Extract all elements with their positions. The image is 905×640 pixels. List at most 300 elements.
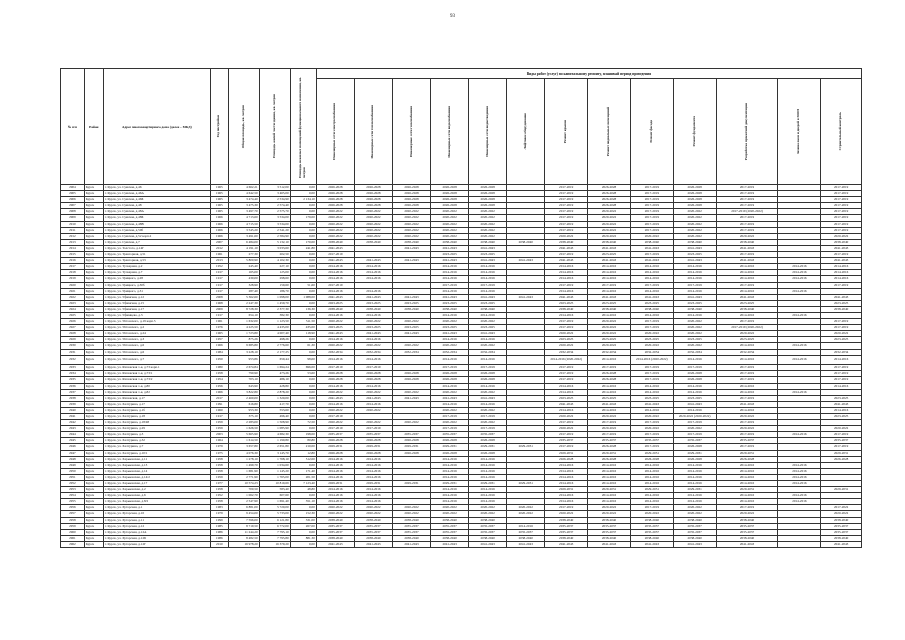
cell-w11: 2038-2040 bbox=[716, 306, 778, 312]
cell-liv: 10 819,69 bbox=[259, 481, 290, 487]
cell-year: 1980 bbox=[210, 365, 228, 371]
cell-w7: 2020-2022 bbox=[545, 511, 588, 517]
cell-w12: 2014-2016 bbox=[778, 288, 821, 294]
cell-area: 8 728,30 bbox=[228, 306, 259, 312]
cell-w2: 2023-2025 bbox=[354, 300, 392, 306]
cell-w5: 2017-2019 bbox=[469, 413, 507, 419]
cell-nonres: 0,00 bbox=[290, 270, 316, 276]
cell-dist: Курск bbox=[84, 233, 103, 239]
cell-addr: г. Курск, ул. Уптонского, д.19 корп.5 bbox=[103, 319, 210, 325]
cell-nonres: 0,00 bbox=[290, 395, 316, 401]
cell-w10: 2014-2016 bbox=[673, 481, 716, 487]
cell-w4: 2014-2016 bbox=[431, 487, 469, 493]
cell-w4: 2038-2040 bbox=[431, 517, 469, 523]
cell-addr: г. Курск, ул. Сумская, д.7 bbox=[103, 239, 210, 245]
cell-w2: 2029-2031 bbox=[354, 444, 392, 450]
cell-w4: 2014-2016 bbox=[431, 499, 469, 505]
cell-dist: Курск bbox=[84, 523, 103, 529]
cell-w12: 2014-2016 bbox=[778, 499, 821, 505]
cell-dist: Курск bbox=[84, 517, 103, 523]
cell-w7: 2017-2019 bbox=[545, 371, 588, 377]
cell-w2: 2026-2028 bbox=[354, 377, 392, 383]
cell-w4: 2026-2028 bbox=[431, 191, 469, 197]
cell-w5: 2014-2016 bbox=[469, 312, 507, 318]
cell-w9: 2038-2040 bbox=[630, 239, 673, 245]
cell-w1: 2020-2022 bbox=[316, 343, 354, 349]
cell-addr: г. Курск, ул. Уптонского, д.7 bbox=[103, 355, 210, 365]
cell-dist: Курск bbox=[84, 288, 103, 294]
cell-w4: 2014-2016 bbox=[431, 468, 469, 474]
cell-w2: 2020-2022 bbox=[354, 319, 392, 325]
cell-w3: 2026-2028 bbox=[392, 185, 430, 191]
cell-w8: 2041-2043 bbox=[588, 258, 631, 264]
cell-w5: 2029-2031 bbox=[469, 444, 507, 450]
cell-w1: 2026-2028 bbox=[316, 377, 354, 383]
cell-w1: 2020-2022 bbox=[316, 389, 354, 395]
cell-w5: 2017-2019 bbox=[469, 426, 507, 432]
cell-w5: 2020-2022 bbox=[469, 221, 507, 227]
cell-w10: 2026-2028 bbox=[673, 377, 716, 383]
cell-w7: 2038-2040 bbox=[545, 306, 588, 312]
cell-w3: 2038-2040 bbox=[392, 517, 430, 523]
cell-n: 2919 bbox=[61, 276, 85, 282]
cell-area: 1 062,70 bbox=[228, 493, 259, 499]
cell-nonres: 118,90 bbox=[290, 331, 316, 337]
cell-area: 4 715,50 bbox=[228, 221, 259, 227]
cell-nonres: 80,80 bbox=[290, 438, 316, 444]
cell-w9: 2035-2037 bbox=[630, 523, 673, 529]
page-number: 93 bbox=[450, 14, 455, 19]
cell-year: 1984 bbox=[210, 349, 228, 355]
cell-addr: г. Курск, ул. Харьковская, д.14/2 bbox=[103, 474, 210, 480]
cell-w10: 2020-2022 bbox=[673, 319, 716, 325]
cell-w3: 2041-2043 bbox=[392, 395, 430, 401]
cell-addr: г. Курск, ул. Халтурина, д.1б bbox=[103, 407, 210, 413]
cell-w7: 2017-2019 bbox=[545, 227, 588, 233]
cell-nonres: 0,00 bbox=[290, 185, 316, 191]
cell-year: 2003 bbox=[210, 432, 228, 438]
cell-w5: 2020-2022 bbox=[469, 407, 507, 413]
cell-w8: 2026-2028 bbox=[588, 456, 631, 462]
cell-w11: 2014-2016 bbox=[716, 383, 778, 389]
cell-liv: 5 733,00 bbox=[259, 511, 290, 517]
cell-liv: 1 123,50 bbox=[259, 319, 290, 325]
cell-w1: 2026-2028 bbox=[316, 203, 354, 209]
cell-w7: 2020-2022 bbox=[545, 413, 588, 419]
cell-dist: Курск bbox=[84, 306, 103, 312]
cell-w13: 2032-2034 bbox=[821, 349, 862, 355]
cell-w1: 2026-2028 bbox=[316, 371, 354, 377]
cell-nonres: 331,00 bbox=[290, 517, 316, 523]
cell-w7: 2017-2019 bbox=[545, 505, 588, 511]
cell-addr: г. Курск, ул. Урицкого, д.30б bbox=[103, 282, 210, 288]
cell-w9: 2014-2016 bbox=[630, 288, 673, 294]
cell-w7: 2035-2037 bbox=[545, 529, 588, 535]
cell-area: 245,40 bbox=[228, 264, 259, 270]
cell-w11: 2014-2016 bbox=[716, 343, 778, 349]
cell-n: 2923 bbox=[61, 300, 85, 306]
cell-w4: 2020-2022 bbox=[431, 221, 469, 227]
cell-w13: 2017-2019 bbox=[821, 185, 862, 191]
cell-w4: 2014-2016 bbox=[431, 383, 469, 389]
cell-w7: 2017-2019 bbox=[545, 377, 588, 383]
cell-w6: 2038-2040 bbox=[507, 239, 545, 245]
cell-w13: 2029-2031 bbox=[821, 487, 862, 493]
column-header-text: Ремонт подвальных помещений bbox=[606, 106, 611, 157]
cell-dist: Курск bbox=[84, 197, 103, 203]
cell-w3: 2020-2022 bbox=[392, 221, 430, 227]
cell-year: 1965 bbox=[210, 185, 228, 191]
cell-w2: 2026-2028 bbox=[354, 191, 392, 197]
cell-w8: 2041-2043 bbox=[588, 294, 631, 300]
cell-w13: 2038-2040 bbox=[821, 517, 862, 523]
cell-w11: 2017-2019 bbox=[716, 185, 778, 191]
cell-w3: 2020-2022 bbox=[392, 215, 430, 221]
cell-n: 2954 bbox=[61, 493, 85, 499]
cell-liv: 2 177,25 bbox=[259, 349, 290, 355]
cell-nonres: 881,30 bbox=[290, 535, 316, 541]
cell-w10: 2026-2028 bbox=[673, 203, 716, 209]
cell-w7: 2014-2016 bbox=[545, 389, 588, 395]
cell-w13: 2017-2019 bbox=[821, 209, 862, 215]
cell-year: 1991 bbox=[210, 401, 228, 407]
cell-w5: 2020-2022 bbox=[469, 233, 507, 239]
cell-w9: 2017-2019 bbox=[630, 420, 673, 426]
cell-w5: 2038-2040 bbox=[469, 517, 507, 523]
cell-w7: 2041-2043 bbox=[545, 541, 588, 547]
cell-w5: 2020-2022 bbox=[469, 511, 507, 517]
cell-addr: г. Курск, ул. Уфимская, д.17 bbox=[103, 306, 210, 312]
cell-w5: 2041-2043 bbox=[469, 395, 507, 401]
cell-w8: 2014-2016 bbox=[588, 270, 631, 276]
cell-w7: 2041-2043 bbox=[545, 401, 588, 407]
cell-w1: 2020-2022 bbox=[316, 511, 354, 517]
cell-w11: 2017-2019 bbox=[716, 221, 778, 227]
cell-area: 654,10 bbox=[228, 312, 259, 318]
cell-w9: 2017-2019 bbox=[630, 371, 673, 377]
cell-w5: 2014-2016 bbox=[469, 499, 507, 505]
cell-w11: 2017-2019 bbox=[716, 319, 778, 325]
cell-w11: 2014-2016 bbox=[716, 276, 778, 282]
cell-w1: 2026-2028 bbox=[316, 438, 354, 444]
cell-w7: 2029-2031 bbox=[545, 487, 588, 493]
cell-w9: 2017-2019 bbox=[630, 325, 673, 331]
cell-nonres: 0,00 bbox=[290, 407, 316, 413]
cell-w10: 2020-2022 bbox=[673, 325, 716, 331]
cell-w5: 2023-2025 bbox=[469, 252, 507, 258]
cell-w1: 2014-2016 bbox=[316, 383, 354, 389]
cell-w8: 2023-2025 bbox=[588, 300, 631, 306]
cell-n: 2933 bbox=[61, 365, 85, 371]
cell-dist: Курск bbox=[84, 395, 103, 401]
cell-liv: 7 795,10 bbox=[259, 529, 290, 535]
cell-n: 2957 bbox=[61, 511, 85, 517]
cell-w3: 2029-2031 bbox=[392, 444, 430, 450]
cell-w4: 2038-2040 bbox=[431, 239, 469, 245]
cell-w5: 2014-2016 bbox=[469, 276, 507, 282]
cell-w5: 2020-2022 bbox=[469, 389, 507, 395]
cell-area: 2 283,00 bbox=[228, 420, 259, 426]
column-header-w1 bbox=[316, 79, 354, 185]
cell-w2: 2014-2016 bbox=[354, 270, 392, 276]
cell-w1: 2026-2028 bbox=[316, 450, 354, 456]
cell-w5: 2026-2028 bbox=[469, 191, 507, 197]
cell-w7: 2038-2040 bbox=[545, 517, 588, 523]
table-header bbox=[61, 69, 862, 185]
cell-w10: 2020-2022 bbox=[673, 227, 716, 233]
cell-w12: 2014-2016 bbox=[778, 474, 821, 480]
cell-liv: 1 691,40 bbox=[259, 499, 290, 505]
cell-w3: 2026-2028 bbox=[392, 191, 430, 197]
cell-w11: 2029-2031 bbox=[716, 450, 778, 456]
cell-year: 1958 bbox=[210, 371, 228, 377]
cell-w5: 2026-2028 bbox=[469, 197, 507, 203]
cell-w9: 2035-2037 bbox=[630, 529, 673, 535]
cell-w11: 2014-2016 bbox=[716, 264, 778, 270]
cell-liv: 4 102,30 bbox=[259, 258, 290, 264]
cell-n: 2932 bbox=[61, 355, 85, 365]
cell-w10: 2038-2040 bbox=[673, 239, 716, 245]
cell-addr: г. Курск, ул. Халтурина, д.10/1 bbox=[103, 450, 210, 456]
cell-w8: 2014-2016 bbox=[588, 288, 631, 294]
cell-area: 1 632,00 bbox=[228, 319, 259, 325]
cell-w3: 2041-2043 bbox=[392, 294, 430, 300]
cell-dist: Курск bbox=[84, 493, 103, 499]
cell-area: 3 545,20 bbox=[228, 227, 259, 233]
cell-addr: г. Курск, ул. Сумская, д.48В bbox=[103, 221, 210, 227]
cell-w7: 2038-2040 bbox=[545, 239, 588, 245]
cell-nonres: 98,00 bbox=[290, 355, 316, 365]
cell-addr: г. Курск, ул. Сумская, д.46Б bbox=[103, 197, 210, 203]
cell-year: 1968 bbox=[210, 300, 228, 306]
cell-nonres: 0,00 bbox=[290, 413, 316, 419]
cell-area: 6 484,00 bbox=[228, 239, 259, 245]
cell-w10: 2014-2016 bbox=[673, 474, 716, 480]
cell-w9: 2017-2019 bbox=[630, 221, 673, 227]
cell-dist: Курск bbox=[84, 227, 103, 233]
cell-liv: 496,40 bbox=[259, 413, 290, 419]
cell-w13: 2041-2043 bbox=[821, 541, 862, 547]
cell-year: 1965 bbox=[210, 209, 228, 215]
cell-addr: г. Курск, ул. Тускарная, д.7 bbox=[103, 270, 210, 276]
cell-addr: г. Курск, ул. Сумская, д.46А bbox=[103, 191, 210, 197]
cell-dist: Курск bbox=[84, 209, 103, 215]
cell-w5: 2020-2022 bbox=[469, 343, 507, 349]
cell-w2: 2014-2016 bbox=[354, 487, 392, 493]
cell-w10: 2020-2022 bbox=[673, 505, 716, 511]
cell-addr: г. Курск, ул. Сумская, д.52 корп.2 bbox=[103, 233, 210, 239]
cell-w2: 2026-2028 bbox=[354, 203, 392, 209]
cell-area: 375,10 bbox=[228, 413, 259, 419]
cell-w9: 2023-2025 bbox=[630, 337, 673, 343]
cell-year: 1958 bbox=[210, 487, 228, 493]
cell-w8: 2026-2028 bbox=[588, 371, 631, 377]
cell-year: 1958 bbox=[210, 456, 228, 462]
cell-w9: 2020-2022 bbox=[630, 233, 673, 239]
cell-w7: 2017-2019 bbox=[545, 215, 588, 221]
cell-nonres: 0,00 bbox=[290, 383, 316, 389]
cell-w5: 2026-2028 bbox=[469, 371, 507, 377]
cell-area: 790,90 bbox=[228, 371, 259, 377]
cell-w4: 2020-2022 bbox=[431, 343, 469, 349]
cell-dist: Курск bbox=[84, 355, 103, 365]
cell-w4: 2026-2028 bbox=[431, 450, 469, 456]
cell-w4: 2023-2025 bbox=[431, 252, 469, 258]
cell-n: 2936 bbox=[61, 383, 85, 389]
cell-w7: 2014-2016 bbox=[545, 312, 588, 318]
cell-w8: 2014-2016 bbox=[588, 407, 631, 413]
cell-w1: 2038-2040 bbox=[316, 517, 354, 523]
cell-w8: 2020-2022 bbox=[588, 505, 631, 511]
cell-w1: 2020-2022 bbox=[316, 227, 354, 233]
cell-dist: Курск bbox=[84, 450, 103, 456]
cell-w9: 2017-2019 bbox=[630, 252, 673, 258]
cell-nonres: 210,00 bbox=[290, 444, 316, 450]
cell-w11: 2014-2016 bbox=[716, 288, 778, 294]
cell-w7: 2032-2034 bbox=[545, 349, 588, 355]
cell-area: 287,40 bbox=[228, 288, 259, 294]
cell-w9: 2041-2043 bbox=[630, 258, 673, 264]
cell-addr: г. Курск, ул. Халтурина, д.7 bbox=[103, 444, 210, 450]
cell-addr: г. Курск, ул. Сумская, д.50б bbox=[103, 227, 210, 233]
cell-w5: 2026-2028 bbox=[469, 185, 507, 191]
cell-w1: 2014-2016 bbox=[316, 355, 354, 365]
cell-w1: 2014-2016 bbox=[316, 493, 354, 499]
cell-w2: 2041-2043 bbox=[354, 541, 392, 547]
cell-area: 9 454,00 bbox=[228, 511, 259, 517]
cell-w2: 2041-2043 bbox=[354, 258, 392, 264]
cell-liv: 3 145,70 bbox=[259, 450, 290, 456]
cell-w5: 2029-2031 bbox=[469, 481, 507, 487]
cell-w4: 2035-2037 bbox=[431, 432, 469, 438]
cell-w11: 2017-2019 bbox=[716, 505, 778, 511]
cell-w5: 2023-2025 bbox=[469, 325, 507, 331]
cell-area: 3 474,40 bbox=[228, 197, 259, 203]
column-header-text: Ремонт крыши bbox=[563, 119, 568, 144]
cell-liv: 4 007,40 bbox=[259, 331, 290, 337]
cell-w10: 2020-2022 bbox=[673, 233, 716, 239]
cell-w11: 2038-2040 bbox=[716, 239, 778, 245]
cell-year: 1956 bbox=[210, 383, 228, 389]
cell-dist: Курск bbox=[84, 499, 103, 505]
cell-addr: г. Курск, ул. Фатежская 1-я, д.80 bbox=[103, 383, 210, 389]
cell-w2: 2035-2037 bbox=[354, 529, 392, 535]
cell-w11: 2038-2040 bbox=[716, 535, 778, 541]
cell-dist: Курск bbox=[84, 505, 103, 511]
cell-n: 2928 bbox=[61, 331, 85, 337]
cell-w8: 2014-2016 bbox=[588, 493, 631, 499]
cell-area: 4 713,60 bbox=[228, 215, 259, 221]
cell-w2: 2041-2043 bbox=[354, 331, 392, 337]
cell-year: 1965 bbox=[210, 191, 228, 197]
cell-nonres: 0,00 bbox=[290, 300, 316, 306]
cell-addr: г. Курск, ул. Хуторская, д.12Б bbox=[103, 535, 210, 541]
cell-liv: 1 768,10 bbox=[259, 456, 290, 462]
cell-nonres: 136,30 bbox=[290, 306, 316, 312]
cell-addr: г. Курск, ул. Хуторская, д.11 bbox=[103, 517, 210, 523]
cell-w4: 2041-2043 bbox=[431, 245, 469, 251]
cell-n: 2909 bbox=[61, 215, 85, 221]
cell-w9: 2014-2016 bbox=[630, 383, 673, 389]
cell-liv: 298,60 bbox=[259, 276, 290, 282]
cell-w7: 2020-2022 bbox=[545, 426, 588, 432]
cell-w2: 2029-2031 bbox=[354, 481, 392, 487]
cell-addr: г. Курск, ул. Тракторная, д.51 bbox=[103, 252, 210, 258]
cell-area: 953,30 bbox=[228, 407, 259, 413]
cell-liv: 3 534,00 bbox=[259, 221, 290, 227]
cell-w2: 2014-2016 bbox=[354, 355, 392, 365]
cell-n: 2938 bbox=[61, 395, 85, 401]
cell-n: 2934 bbox=[61, 371, 85, 377]
cell-w4: 2041-2043 bbox=[431, 294, 469, 300]
cell-w3: 2041-2043 bbox=[392, 258, 430, 264]
cell-w5: 2026-2028 bbox=[469, 377, 507, 383]
cell-w11: 2029-2031 bbox=[716, 487, 778, 493]
cell-w9: 2017-2019 bbox=[630, 209, 673, 215]
cell-w1: 2023-2025 bbox=[316, 325, 354, 331]
cell-w3: 2020-2022 bbox=[392, 227, 430, 233]
cell-w2: 2014-2016 bbox=[354, 337, 392, 343]
cell-n: 2951 bbox=[61, 474, 85, 480]
cell-w2: 2020-2022 bbox=[354, 511, 392, 517]
cell-w9: 2041-2043 bbox=[630, 541, 673, 547]
cell-dist: Курск bbox=[84, 264, 103, 270]
cell-nonres: 198,00 bbox=[290, 432, 316, 438]
column-header-w11 bbox=[716, 79, 778, 185]
cell-n: 2922 bbox=[61, 294, 85, 300]
column-header-text: Общая площадь, кв. метров bbox=[240, 104, 245, 149]
cell-nonres: 696,00 bbox=[290, 365, 316, 371]
column-header-text: Площадь нежилых помещений функционального назначения, кв. метров bbox=[298, 76, 307, 178]
cell-w7: 2014-2016 bbox=[545, 474, 588, 480]
cell-w8: 2014-2016 bbox=[588, 312, 631, 318]
cell-nonres: 201,50 bbox=[290, 474, 316, 480]
cell-w13: 2017-2019 bbox=[821, 282, 862, 288]
cell-w12: 2014-2016 bbox=[778, 270, 821, 276]
cell-w8: 2026-2028 bbox=[588, 444, 631, 450]
cell-w11: 2023-2025 bbox=[716, 337, 778, 343]
cell-w3: 2029-2031 bbox=[392, 481, 430, 487]
cell-liv: 607,60 bbox=[259, 493, 290, 499]
cell-w10: 2041-2043 bbox=[673, 401, 716, 407]
cell-addr: г. Курск, ул. Урицкого, д.28 bbox=[103, 276, 210, 282]
cell-w13: 2017-2019 bbox=[821, 432, 862, 438]
cell-w3: 2038-2040 bbox=[392, 306, 430, 312]
cell-area: 3 475,30 bbox=[228, 203, 259, 209]
cell-w1: 2026-2028 bbox=[316, 197, 354, 203]
cell-year: 1986 bbox=[210, 529, 228, 535]
cell-nonres: 53,60 bbox=[290, 371, 316, 377]
cell-nonres: 51,60 bbox=[290, 282, 316, 288]
cell-w11: 2035-2037 bbox=[716, 523, 778, 529]
cell-w7: 2014-2016 bbox=[545, 481, 588, 487]
cell-n: 2904 bbox=[61, 185, 85, 191]
cell-w7: 2014-2016 bbox=[545, 276, 588, 282]
cell-w1: 2014-2016 bbox=[316, 487, 354, 493]
cell-liv: 125,00 bbox=[259, 270, 290, 276]
cell-liv: 2 575,70 bbox=[259, 209, 290, 215]
cell-nonres: 1 088,00 bbox=[290, 294, 316, 300]
cell-w10: 2041-2043 bbox=[673, 541, 716, 547]
cell-area: 1 614,50 bbox=[228, 438, 259, 444]
cell-w8: 2020-2022 bbox=[588, 325, 631, 331]
cell-nonres: 0,00 bbox=[290, 377, 316, 383]
cell-w13: 2017-2019 bbox=[821, 221, 862, 227]
column-header-w9 bbox=[630, 79, 673, 185]
cell-n: 2956 bbox=[61, 505, 85, 511]
column-header-dist: Район bbox=[84, 69, 103, 185]
cell-w8: 2026-2028 bbox=[588, 203, 631, 209]
